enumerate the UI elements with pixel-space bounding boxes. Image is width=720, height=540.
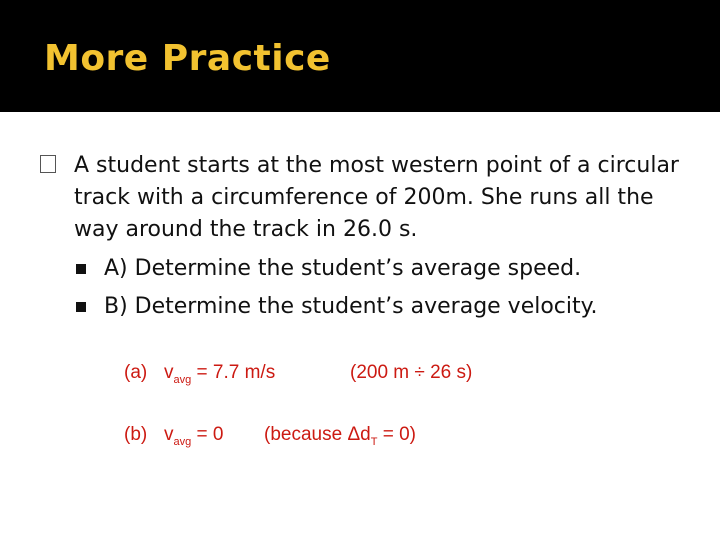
answer-a-note: (200 m ÷ 26 s)	[350, 362, 473, 383]
slide-title: More Practice	[44, 38, 331, 79]
answer-a-var: v	[164, 362, 174, 383]
filled-square-bullet-icon	[76, 264, 86, 274]
sub-bullet-item	[74, 250, 680, 288]
answer-a	[124, 362, 472, 398]
answer-b-label: (b)	[124, 424, 148, 445]
answer-a-var-sub: avg	[173, 373, 192, 386]
answer-b-note	[264, 424, 416, 448]
answer-b-var-sub: avg	[173, 435, 192, 448]
filled-square-bullet-icon	[76, 302, 86, 312]
answer-b-var: v	[164, 424, 174, 445]
slide-body	[40, 150, 680, 326]
answer-b-equation	[164, 424, 264, 448]
square-bullet-icon	[40, 155, 56, 173]
answer-b-note-sub: T	[370, 435, 378, 448]
main-bullet-item	[40, 150, 680, 246]
answer-a-equation	[164, 362, 314, 386]
answer-b-note-pre: (because Δd	[264, 424, 371, 445]
answer-b	[124, 424, 472, 460]
answer-block	[124, 362, 472, 460]
title-bar	[0, 0, 720, 112]
answer-a-value: = 7.7 m/s	[191, 362, 276, 383]
main-bullet-text: A student starts at the most western point of a circular track with a circumference of 200m. She runs all the way around the track in 26.0 s.	[74, 153, 679, 242]
answer-b-note-post: = 0)	[377, 424, 416, 445]
sub-bullet-text-a: A) Determine the student’s average speed.	[104, 256, 582, 281]
answer-b-value: = 0	[191, 424, 224, 445]
sub-bullet-item	[74, 288, 680, 326]
answer-a-label: (a)	[124, 362, 148, 383]
sub-bullet-list	[40, 250, 680, 326]
sub-bullet-text-b: B) Determine the student’s average velocity.	[104, 294, 598, 319]
